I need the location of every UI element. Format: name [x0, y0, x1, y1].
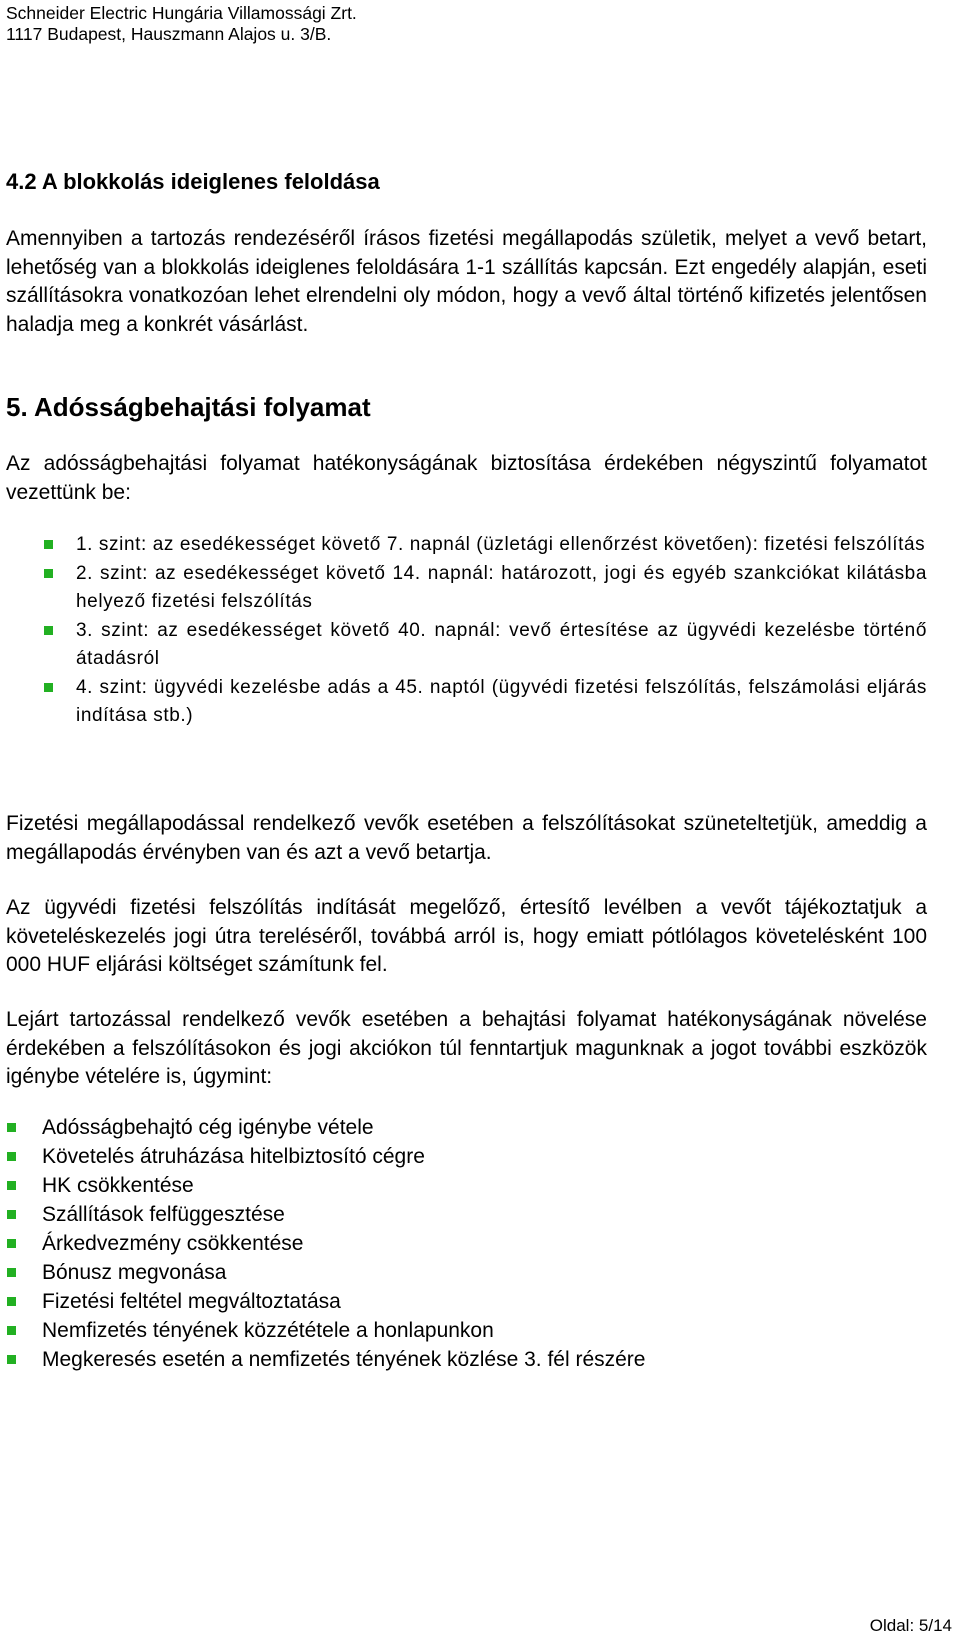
square-bullet-icon [7, 1210, 16, 1219]
list-item: 3. szint: az esedékességet követő 40. napnál: vevő értesítése az ügyvédi kezelésbe történő átadásról [40, 617, 927, 674]
list-item: 2. szint: az esedékességet követő 14. napnál: határozott, jogi és egyéb szankciókat kilátásba helyező fizetési felszólítás [40, 560, 927, 617]
square-bullet-icon [7, 1239, 16, 1248]
list-item: 1. szint: az esedékességet követő 7. napnál (üzletági ellenőrzést követően): fizetési felszólítás [40, 531, 927, 560]
measures-list [6, 1113, 927, 1374]
list-item: HK csökkentése [6, 1171, 927, 1200]
square-bullet-icon [7, 1326, 16, 1335]
paragraph-temporary-unblocking: Amennyiben a tartozás rendezéséről írásos fizetési megállapodás születik, melyet a vevő betart, lehetőség van a blokkolás ideiglenes feloldására 1-1 szállítás kapcsán. Ezt engedély alapján, eseti szállításokra vonatkozóan lehet elrendelni oly módon, hogy a vevő által történő kifizetés jelentősen haladja meg a konkrét vásárlást. [6, 227, 927, 336]
paragraph-intro: Az adósságbehajtási folyamat hatékonyságának biztosítása érdekében négyszintű folyamatot vezettünk be: [6, 452, 927, 504]
paragraph-payment-agreement: Fizetési megállapodással rendelkező vevők esetében a felszólításokat szüneteltetjük, ameddig a megállapodás érvényben van és azt a vevő betartja. [6, 812, 927, 864]
company-name: Schneider Electric Hungária Villamossági Zrt. [6, 3, 357, 23]
company-address: 1117 Budapest, Hauszmann Alajos u. 3/B. [6, 24, 332, 44]
list-item: Követelés átruházása hitelbiztosító cégre [6, 1142, 927, 1171]
list-item: Nemfizetés tényének közzététele a honlapunkon [6, 1316, 927, 1345]
square-bullet-icon [44, 626, 53, 635]
list-item: Árkedvezmény csökkentése [6, 1229, 927, 1258]
escalation-levels-list [40, 531, 927, 731]
page-header [6, 3, 357, 45]
square-bullet-icon [44, 540, 53, 549]
list-item: Szállítások felfüggesztése [6, 1200, 927, 1229]
list-item: Fizetési feltétel megváltoztatása [6, 1287, 927, 1316]
list-item: Bónusz megvonása [6, 1258, 927, 1287]
paragraph-further-measures: Lejárt tartozással rendelkező vevők esetében a behajtási folyamat hatékonyságának növelése érdekében a felszólításokon és jogi akciókon túl fenntartjuk magunknak a jogot további eszközök igénybe vételére is, úgymint: [6, 1008, 927, 1088]
list-item: Adósságbehajtó cég igénybe vétele [6, 1113, 927, 1142]
list-item: Megkeresés esetén a nemfizetés tényének közlése 3. fél részére [6, 1345, 927, 1374]
square-bullet-icon [7, 1152, 16, 1161]
square-bullet-icon [44, 683, 53, 692]
list-item: 4. szint: ügyvédi kezelésbe adás a 45. naptól (ügyvédi fizetési felszólítás, felszámolási eljárás indítása stb.) [40, 674, 927, 731]
page-number: Oldal: 5/14 [869, 1616, 952, 1635]
square-bullet-icon [7, 1123, 16, 1132]
paragraph-lawyer-notice: Az ügyvédi fizetési felszólítás indítását megelőző, értesítő levélben a vevőt tájékoztatjuk a követeléskezelés jogi útra tereléséről, továbbá arról is, hogy emiatt pótlólagos követelésként 100 000 HUF eljárási költséget számítunk fel. [6, 896, 927, 976]
square-bullet-icon [7, 1355, 16, 1364]
square-bullet-icon [7, 1181, 16, 1190]
section-heading-4-2: 4.2 A blokkolás ideiglenes feloldása [6, 169, 380, 194]
section-heading-5: 5. Adósságbehajtási folyamat [6, 392, 371, 422]
square-bullet-icon [44, 569, 53, 578]
square-bullet-icon [7, 1297, 16, 1306]
square-bullet-icon [7, 1268, 16, 1277]
